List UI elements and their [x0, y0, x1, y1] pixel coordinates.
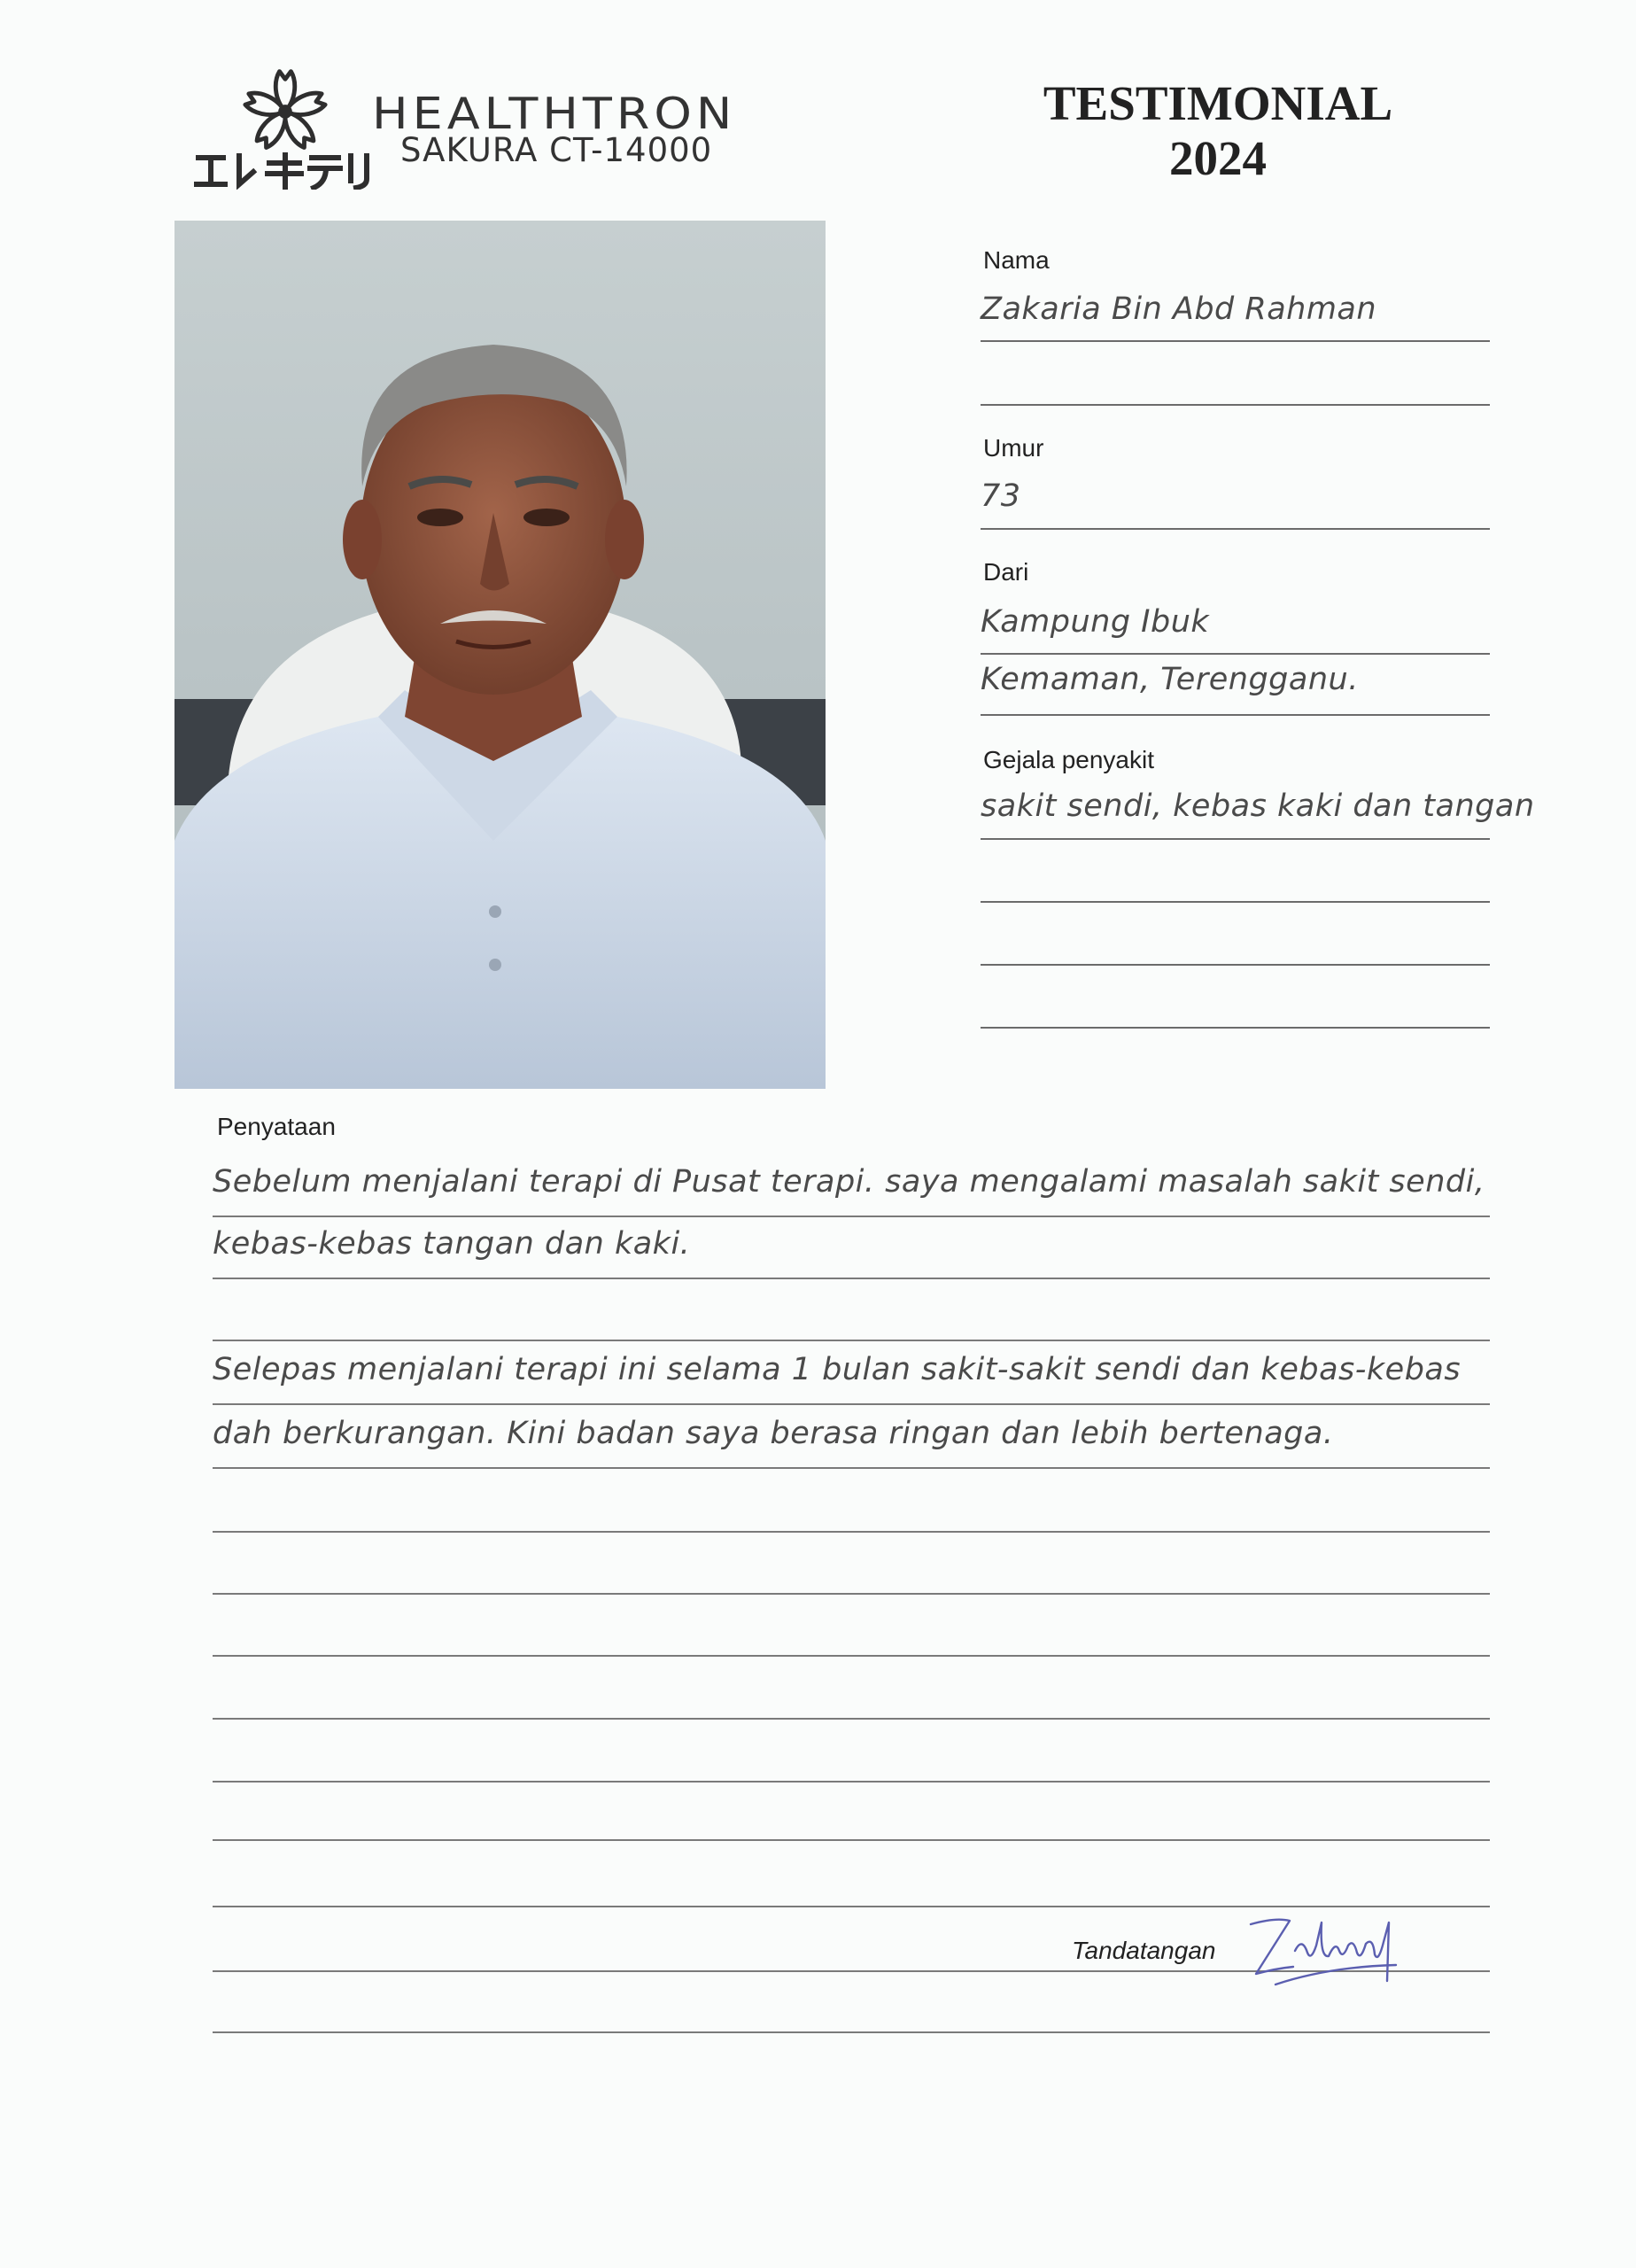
brand-kana-logo: [193, 152, 379, 190]
gejala-label: Gejala penyakit: [983, 746, 1155, 773]
umur-label: Umur: [983, 434, 1044, 462]
brand-model: SAKURA CT-14000: [400, 131, 713, 169]
dari-value-line-1: Kampung Ibuk: [981, 604, 1210, 640]
nama-rule: [981, 340, 1490, 342]
title-line-1: TESTIMONIAL: [1043, 76, 1393, 130]
dari-label: Dari: [983, 558, 1029, 586]
dari-rule-1: [981, 653, 1490, 655]
penyataan-line-4: dah berkurangan. Kini badan saya berasa ringan dan lebih bertenaga.: [213, 1416, 1334, 1451]
penyataan-rule: [213, 2031, 1490, 2033]
penyataan-rule: [213, 1531, 1490, 1533]
nama-label: Nama: [983, 246, 1050, 274]
signature-label: Tandatangan: [1072, 1937, 1216, 1964]
penyataan-rule: [213, 1781, 1490, 1783]
penyataan-rule: [213, 1655, 1490, 1657]
gejala-rule-2: [981, 901, 1490, 903]
nama-value: Zakaria Bin Abd Rahman: [981, 291, 1377, 327]
penyataan-rule: [213, 1593, 1490, 1595]
penyataan-line-2: kebas-kebas tangan dan kaki.: [213, 1226, 691, 1262]
dari-rule-2: [981, 714, 1490, 716]
penyataan-rule: [213, 1467, 1490, 1469]
gejala-rule-3: [981, 964, 1490, 966]
title-line-2: 2024: [1169, 131, 1267, 185]
signature-mark: [1240, 1905, 1417, 1993]
penyataan-label: Penyataan: [217, 1113, 336, 1140]
brand-name: HEALTHTRON: [372, 89, 737, 139]
penyataan-rule: [213, 1340, 1490, 1341]
dari-value-line-2: Kemaman, Terengganu.: [981, 662, 1359, 697]
penyataan-line-3: Selepas menjalani terapi ini selama 1 bulan sakit-sakit sendi dan kebas-kebas: [213, 1352, 1462, 1387]
gejala-rule-4: [981, 1027, 1490, 1029]
penyataan-line-1: Sebelum menjalani terapi di Pusat terapi. saya mengalami masalah sakit sendi,: [213, 1164, 1485, 1200]
penyataan-rule: [213, 1216, 1490, 1217]
penyataan-rule: [213, 1403, 1490, 1405]
gejala-value: sakit sendi, kebas kaki dan tangan: [981, 788, 1535, 824]
umur-value: 73: [981, 478, 1021, 514]
portrait-photo: [174, 221, 826, 1089]
penyataan-rule: [213, 1839, 1490, 1841]
document-title: [1010, 76, 1426, 186]
umur-rule: [981, 528, 1490, 530]
sakura-logo-icon: [237, 64, 333, 159]
nama-rule-extra: [981, 404, 1490, 406]
penyataan-rule: [213, 1718, 1490, 1720]
gejala-rule-1: [981, 838, 1490, 840]
penyataan-rule: [213, 1278, 1490, 1279]
